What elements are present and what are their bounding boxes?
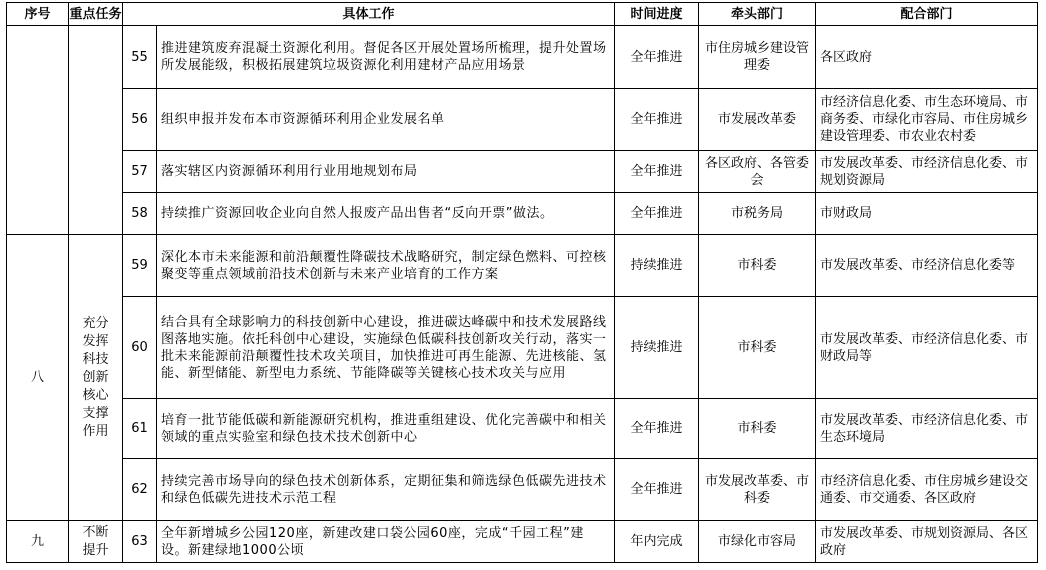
row-time: 全年推进: [615, 193, 699, 235]
row-index: 58: [123, 193, 157, 235]
group-task: [69, 235, 123, 521]
group-task-label: 不断提升: [82, 524, 109, 558]
header-no: 序号: [7, 3, 69, 26]
header-task: 重点任务: [69, 3, 123, 26]
row-index: 56: [123, 89, 157, 151]
row-index: 57: [123, 151, 157, 193]
row-co: 市发展改革委、市经济信息化委、市规划资源局: [816, 151, 1038, 193]
row-co: 市经济信息化委、市生态环境局、市商务委、市绿化市容局、市住房城乡建设管理委、市农业农村委: [816, 89, 1038, 151]
row-group-task-empty: [69, 26, 123, 235]
group-number: 九: [7, 521, 69, 563]
table-row: [7, 26, 1038, 89]
row-index: 59: [123, 235, 157, 297]
row-index: 63: [123, 521, 157, 563]
row-co: 市发展改革委、市经济信息化委、市财政局等: [816, 297, 1038, 399]
row-time: 全年推进: [615, 459, 699, 521]
row-work: 落实辖区内资源循环利用行业用地规划布局: [157, 151, 615, 193]
row-index: 60: [123, 297, 157, 399]
group-number: 八: [7, 235, 69, 521]
row-co: 市财政局: [816, 193, 1038, 235]
row-co: 市发展改革委、市经济信息化委等: [816, 235, 1038, 297]
row-lead: 各区政府、各管委会: [699, 151, 816, 193]
row-index: 61: [123, 399, 157, 459]
header-work: 具体工作: [123, 3, 615, 26]
table-row: [7, 89, 1038, 151]
row-work: 结合具有全球影响力的科技创新中心建设，推进碳达峰碳中和技术发展路线图落地实施。依托科创中心建设，实施绿色低碳科技创新攻关行动，落实一批未来能源前沿颠覆性技术攻关项目，加快推进可再生能源、先进核能、氢能、新型储能、新型电力系统、节能降碳等关键核心技术攻关与应用: [157, 297, 615, 399]
row-work: 全年新增城乡公园120座，新建改建口袋公园60座，完成“千园工程”建设。新建绿地1000公顷: [157, 521, 615, 563]
row-work: 持续推广资源回收企业向自然人报废产品出售者“反向开票”做法。: [157, 193, 615, 235]
header-time: 时间进度: [615, 3, 699, 26]
row-time: 年内完成: [615, 521, 699, 563]
row-lead: 市发展改革委: [699, 89, 816, 151]
row-work: 推进建筑废弃混凝土资源化利用。督促各区开展处置场所梳理，提升处置场所发展能级，积极拓展建筑垃圾资源化利用建材产品应用场景: [157, 26, 615, 89]
table-row: [7, 297, 1038, 399]
table-row: [7, 399, 1038, 459]
group-task: [69, 521, 123, 563]
row-lead: 市绿化市容局: [699, 521, 816, 563]
row-work: 持续完善市场导向的绿色技术创新体系，定期征集和筛选绿色低碳先进技术和绿色低碳先进技术示范工程: [157, 459, 615, 521]
row-co: 市发展改革委、市规划资源局、各区政府: [816, 521, 1038, 563]
row-lead: 市科委: [699, 399, 816, 459]
table-row: [7, 235, 1038, 297]
task-table: [6, 2, 1038, 563]
row-lead: 市科委: [699, 235, 816, 297]
row-lead: 市科委: [699, 297, 816, 399]
row-time: 全年推进: [615, 89, 699, 151]
row-lead: 市税务局: [699, 193, 816, 235]
group-task-label: 充分发挥科技创新核心支撑作用: [82, 315, 109, 439]
row-co: 各区政府: [816, 26, 1038, 89]
row-time: 全年推进: [615, 399, 699, 459]
row-co: 市发展改革委、市经济信息化委、市生态环境局: [816, 399, 1038, 459]
row-time: 持续推进: [615, 235, 699, 297]
header-lead: 牵头部门: [699, 3, 816, 26]
row-index: 55: [123, 26, 157, 89]
row-work: 深化本市未来能源和前沿颠覆性降碳技术战略研究，制定绿色燃料、可控核聚变等重点领域前沿技术创新与未来产业培育的工作方案: [157, 235, 615, 297]
table-row: [7, 151, 1038, 193]
row-work: 培育一批节能低碳和新能源研究机构，推进重组建设、优化完善碳中和相关领域的重点实验室和绿色技术技术创新中心: [157, 399, 615, 459]
row-time: 持续推进: [615, 297, 699, 399]
row-time: 全年推进: [615, 26, 699, 89]
header-co: 配合部门: [816, 3, 1038, 26]
row-time: 全年推进: [615, 151, 699, 193]
row-work: 组织申报并发布本市资源循环利用企业发展名单: [157, 89, 615, 151]
table-row: [7, 459, 1038, 521]
row-lead: 市住房城乡建设管理委: [699, 26, 816, 89]
table-row: [7, 193, 1038, 235]
table-row: [7, 521, 1038, 563]
row-lead: 市发展改革委、市科委: [699, 459, 816, 521]
row-index: 62: [123, 459, 157, 521]
row-co: 市经济信息化委、市住房城乡建设交通委、市交通委、各区政府: [816, 459, 1038, 521]
header-row: [7, 3, 1038, 26]
row-group-no-empty: [7, 26, 69, 235]
